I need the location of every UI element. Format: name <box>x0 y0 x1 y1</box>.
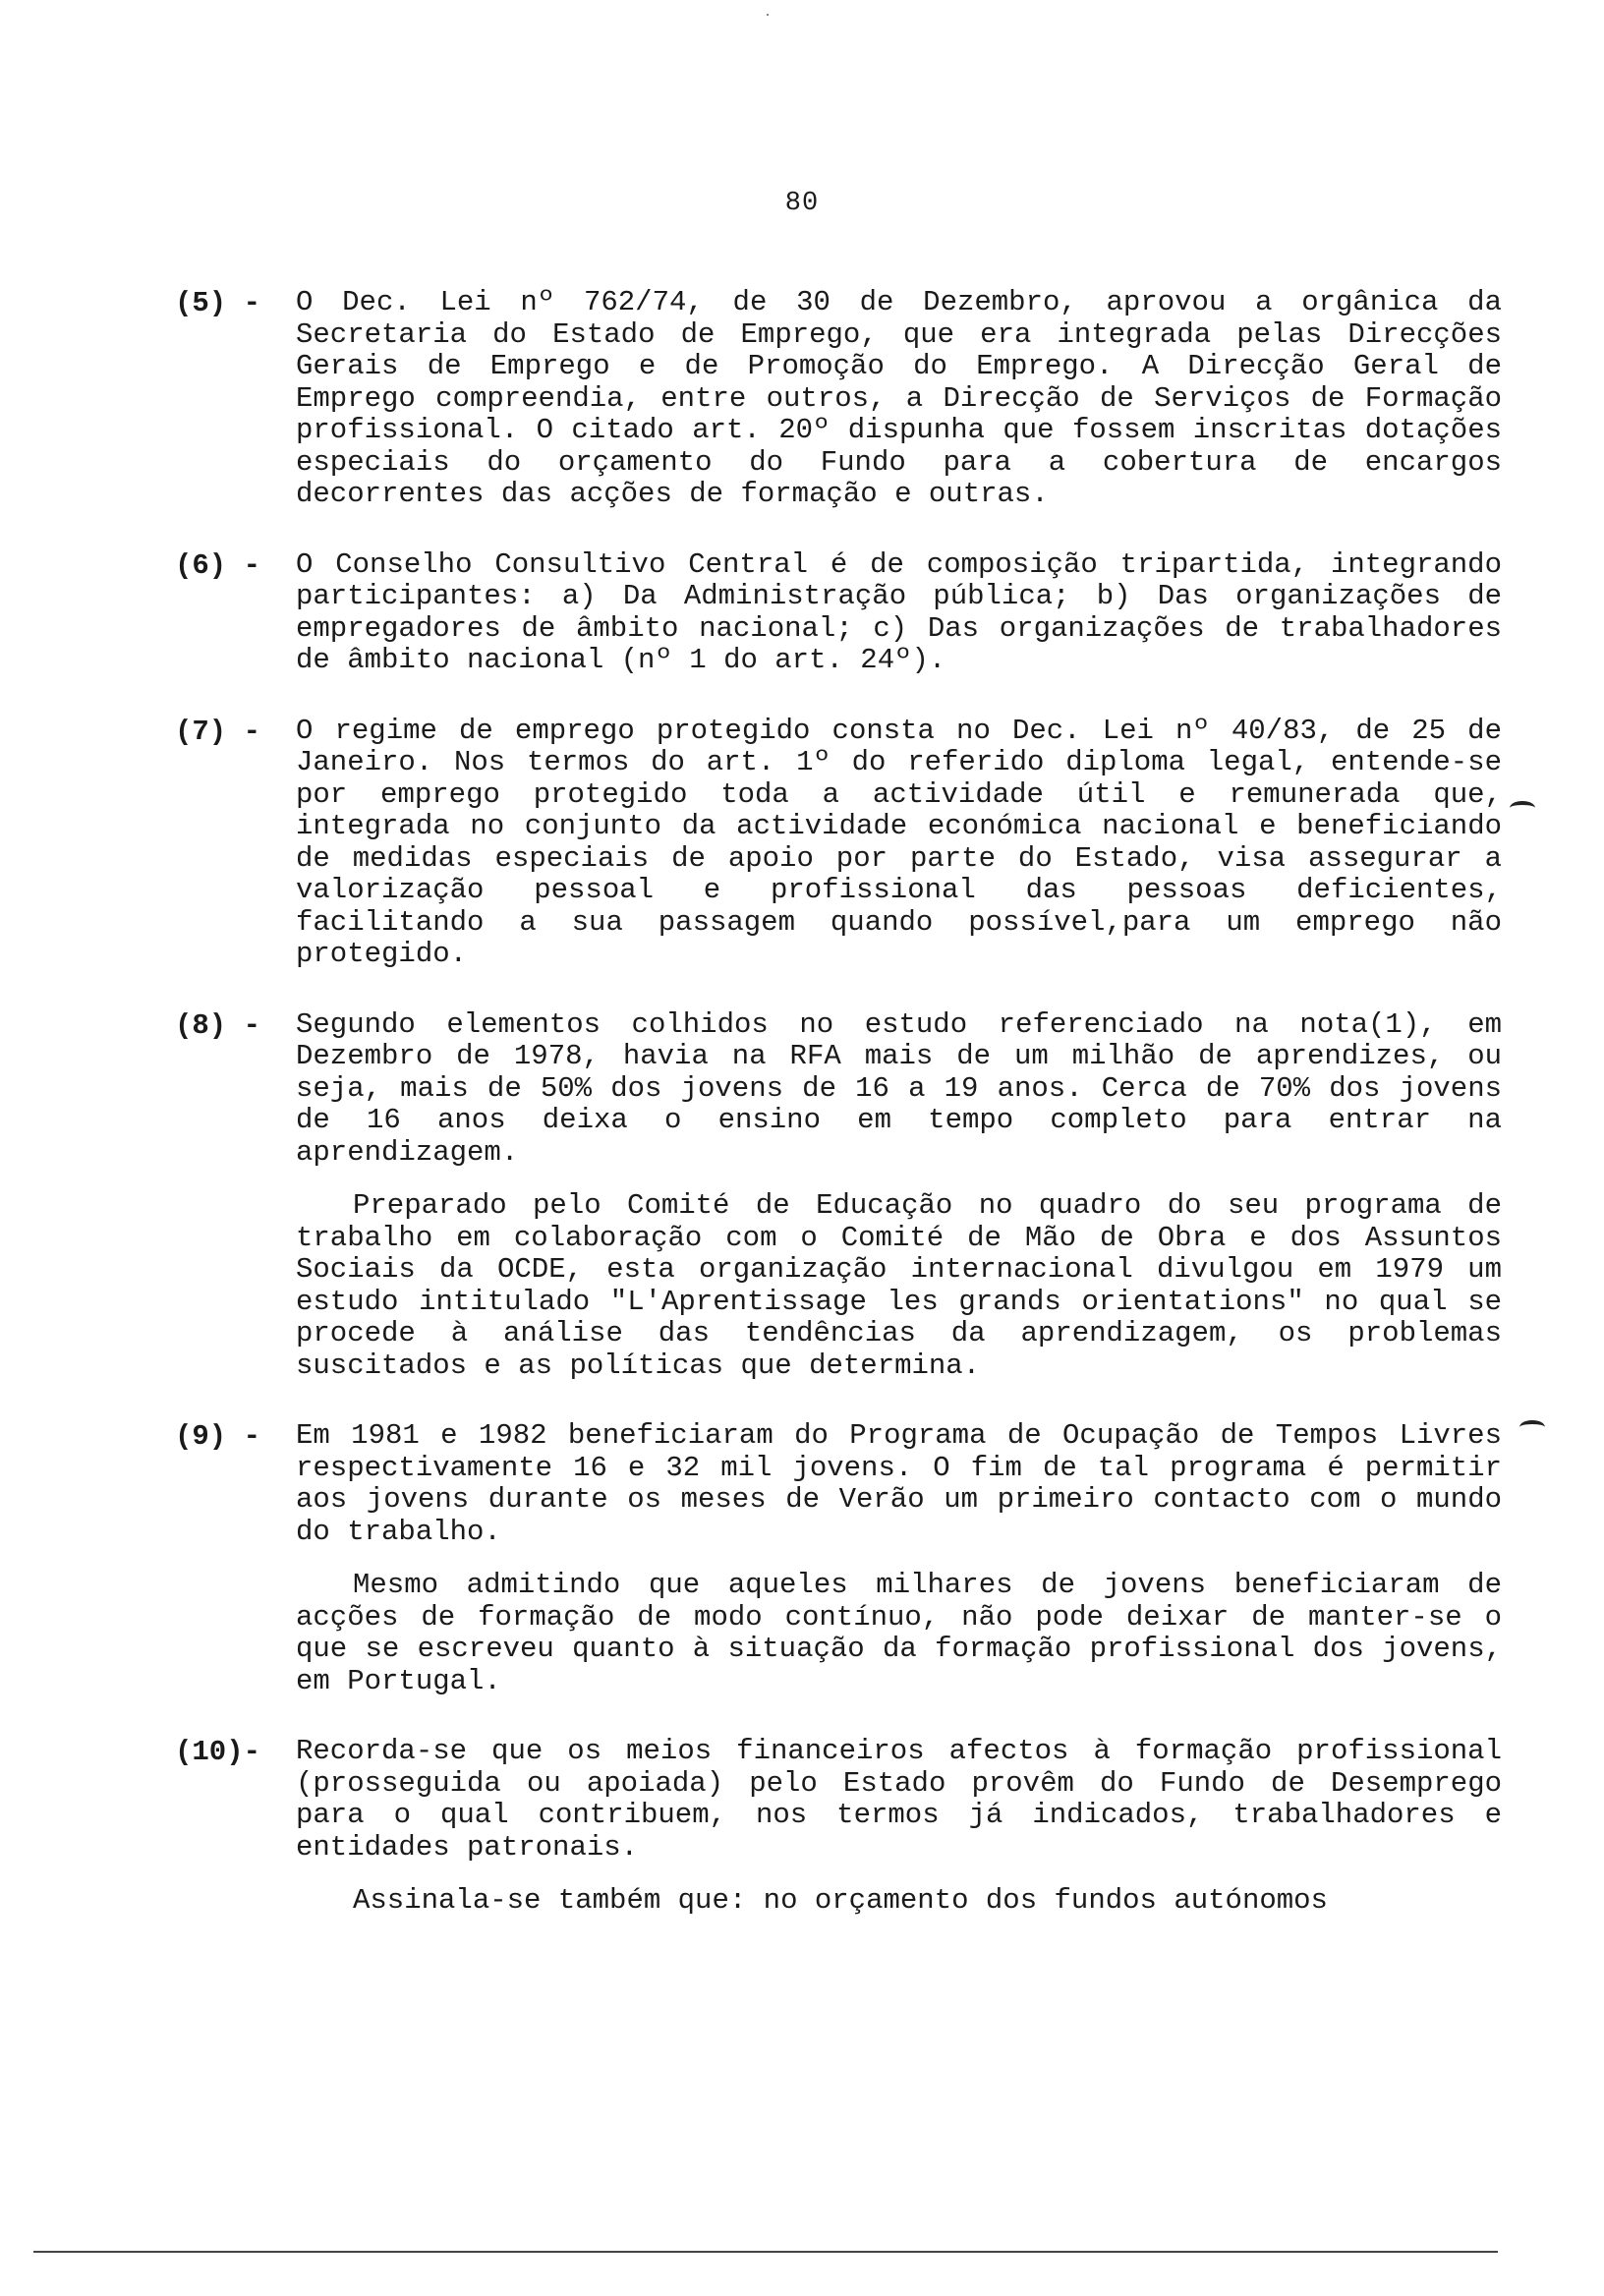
footnote-number: (9) - <box>175 1420 261 1453</box>
footnote-number: (6) - <box>175 548 261 582</box>
page-number: 80 <box>784 189 820 218</box>
footnote-7 <box>175 716 1502 971</box>
footnote-paragraph: Mesmo admitindo que aqueles milhares de jovens beneficiaram de acções de formação de modo contínuo, não pode deixar de manter-se o que se escreveu quanto à situação da formação profissional dos jovens, em Portugal. <box>296 1569 1502 1697</box>
footnote-number: (10)- <box>175 1736 261 1768</box>
footnote-paragraph: O Dec. Lei nº 762/74, de 30 de Dezembro, aprovou a orgânica da Secretaria do Estado de Emprego, que era integrada pelas Direcções Gerais de Emprego e de Promoção do Emprego. A Direcção Geral de Emprego compreendia, entre outros, a Direcção de Serviços de Formação profissional. O citado art. 20º dispunha que fossem inscritas dotações especiais do orçamento do Fundo para a cobertura de encargos decorrentes das acções de formação e outras. <box>296 286 1502 510</box>
footnote-10 <box>175 1736 1502 1918</box>
footnote-9 <box>175 1420 1502 1697</box>
footnote-8 <box>175 1009 1502 1383</box>
footnote-paragraph: O regime de emprego protegido consta no Dec. Lei nº 40/83, de 25 de Janeiro. Nos termos do art. 1º do referido diploma legal, entende-se por emprego protegido toda a actividade útil e remunerada que, integrada no conjunto da actividade económica nacional e beneficiando de medidas especiais de apoio por parte do Estado, visa assegurar a valorização pessoal e profissional das pessoas deficientes, facilitando a sua passagem quando possível,para um emprego não protegido. <box>296 714 1502 970</box>
footnote-5 <box>175 287 1502 511</box>
footnotes-list <box>175 287 1502 1956</box>
footnote-paragraph: O Conselho Consultivo Central é de composição tripartida, integrando participantes: a) Da Administração pública; b) Das organizações de empregadores de âmbito nacional; c) Das organizações de trabalhadores de âmbito nacional (nº 1 do art. 24º). <box>296 547 1502 676</box>
footnote-number: (7) - <box>175 715 261 748</box>
footnote-paragraph: Recorda-se que os meios financeiros afectos à formação profissional (prosseguida ou apoiada) pelo Estado provêm do Fundo de Desemprego para o qual contribuem, nos termos já indicados, trabalhadores e entidades patronais. <box>296 1735 1502 1864</box>
footnote-6 <box>175 549 1502 677</box>
footnote-paragraph: Em 1981 e 1982 beneficiaram do Programa de Ocupação de Tempos Livres respectivamente 16 e 32 mil jovens. O fim de tal programa é permitir aos jovens durante os meses de Verão um primeiro contacto com o mundo do trabalho. <box>296 1419 1502 1548</box>
footnote-paragraph: Assinala-se também que: no orçamento dos fundos autónomos <box>353 1884 1328 1917</box>
scan-speck <box>767 14 769 16</box>
footnote-number: (5) - <box>175 287 261 319</box>
margin-mark <box>1510 801 1535 815</box>
footnote-paragraph: Segundo elementos colhidos no estudo referenciado na nota(1), em Dezembro de 1978, havia na RFA mais de um milhão de aprendizes, ou seja, mais de 50% dos jovens de 16 a 19 anos. Cerca de 70% dos jovens de 16 anos deixa o ensino em tempo completo para entrar na aprendizagem. <box>296 1007 1502 1169</box>
footnote-paragraph: Preparado pelo Comité de Educação no quadro do seu programa de trabalho em colaboração com o Comité de Mão de Obra e dos Assuntos Sociais da OCDE, esta organização internacional divulgou em 1979 um estudo intitulado "L'Aprentissage les grands orientations" no qual se procede à análise das tendências da aprendizagem, os problemas suscitados e as políticas que determina. <box>296 1189 1502 1382</box>
margin-mark <box>1519 1420 1545 1434</box>
footnote-number: (8) - <box>175 1008 261 1042</box>
footer-rule <box>33 2251 1498 2253</box>
